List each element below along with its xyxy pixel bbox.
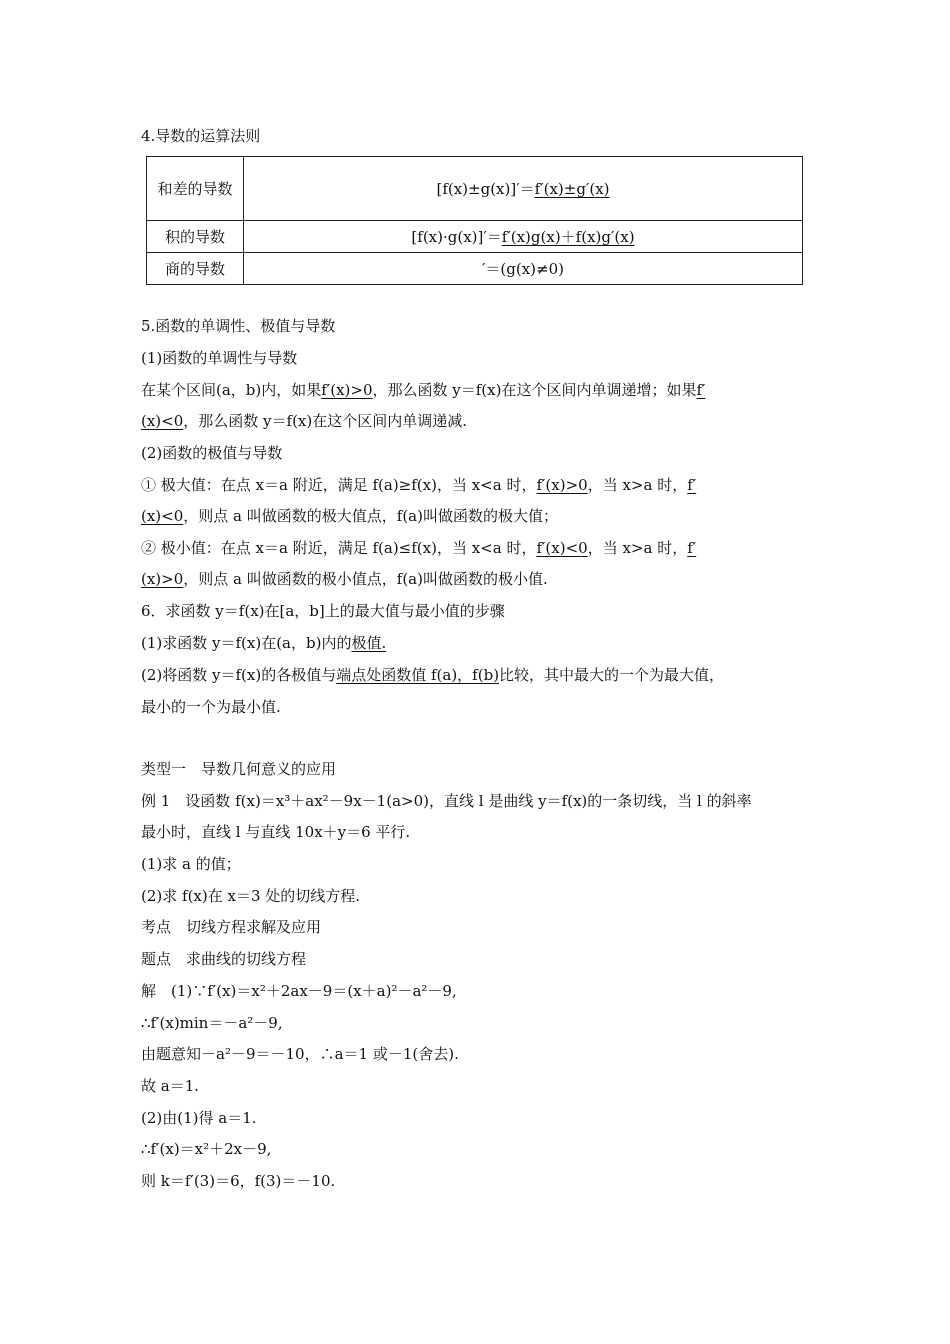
solution-line-2: ∴f′(x)min＝－a²－9, bbox=[141, 1014, 283, 1032]
solution-line-3: 由题意知－a²－9＝－10，∴a＝1 或－1(舍去). bbox=[141, 1045, 459, 1063]
blank-answer: f′(x)>0 bbox=[536, 476, 588, 494]
rule-answer: f′(x)g(x)＋f(x)g′(x) bbox=[501, 228, 635, 246]
table-row bbox=[147, 253, 803, 285]
rule-formula: [f(x)±g(x)]′＝ bbox=[436, 180, 535, 198]
text: (2)将函数 y＝f(x)的各极值与 bbox=[141, 666, 337, 684]
rule-formula: [f(x)·g(x)]′＝ bbox=[411, 228, 502, 246]
example-1-line-1: 例 1 设函数 f(x)＝x³＋ax²－9x－1(a>0)，直线 l 是曲线 y＝f(x)的一条切线，当 l 的斜率 bbox=[141, 792, 752, 810]
section-5-title: 5.函数的单调性、极值与导数 bbox=[141, 317, 336, 335]
text: ，那么函数 y＝f(x)在这个区间内单调递减. bbox=[183, 412, 468, 430]
rule-answer: f′(x)±g′(x) bbox=[534, 180, 610, 198]
monotonic-line-1 bbox=[141, 380, 813, 400]
step-2-line-2: 最小的一个为最小值. bbox=[141, 698, 281, 716]
text: ，当 x>a 时， bbox=[587, 476, 688, 494]
table-row bbox=[147, 157, 803, 221]
rule-formula-cell bbox=[244, 157, 803, 221]
solution-line-7: 则 k＝f′(3)＝6，f(3)＝－10. bbox=[141, 1172, 336, 1190]
text: 在某个区间(a，b)内，如果 bbox=[141, 381, 322, 399]
section-5-2-title: (2)函数的极值与导数 bbox=[141, 444, 283, 462]
tidian-label: 题点 求曲线的切线方程 bbox=[141, 950, 307, 968]
solution-line-5: (2)由(1)得 a＝1. bbox=[141, 1109, 257, 1127]
text: (1)求函数 y＝f(x)在(a，b)内的 bbox=[141, 634, 352, 652]
blank-answer: (x)<0 bbox=[141, 412, 184, 430]
minimum-line-2 bbox=[141, 569, 813, 589]
blank-answer: 极值. bbox=[351, 634, 387, 652]
rule-formula-cell bbox=[244, 221, 803, 253]
step-1 bbox=[141, 633, 813, 653]
rule-name-cell bbox=[147, 157, 244, 221]
text: ② 极小值：在点 x＝a 附近，满足 f(a)≤f(x)，当 x<a 时， bbox=[141, 539, 537, 557]
section-6-title: 6．求函数 y＝f(x)在[a，b]上的最大值与最小值的步骤 bbox=[141, 602, 505, 620]
rule-name: 和差的导数 bbox=[157, 179, 233, 198]
blank-answer: f′(x)<0 bbox=[536, 539, 588, 557]
section-5-1-title: (1)函数的单调性与导数 bbox=[141, 349, 298, 367]
minimum-line-1 bbox=[141, 538, 813, 558]
maximum-line-2 bbox=[141, 506, 813, 526]
text: ，当 x>a 时， bbox=[587, 539, 688, 557]
example-1-line-2: 最小时，直线 l 与直线 10x＋y＝6 平行. bbox=[141, 823, 411, 841]
rule-name: 商的导数 bbox=[164, 259, 225, 278]
kaodian-label: 考点 切线方程求解及应用 bbox=[141, 918, 322, 936]
blank-answer: f′ bbox=[696, 381, 706, 399]
maximum-line-1 bbox=[141, 475, 813, 495]
section-4-title: 4.导数的运算法则 bbox=[141, 127, 261, 145]
rule-formula-cell bbox=[244, 253, 803, 285]
solution-line-1: 解 (1)∵f′(x)＝x²＋2ax－9＝(x＋a)²－a²－9, bbox=[141, 982, 457, 1000]
text: ，则点 a 叫做函数的极大值点，f(a)叫做函数的极大值； bbox=[183, 507, 558, 525]
rule-name: 积的导数 bbox=[164, 227, 225, 246]
step-2-line-1 bbox=[141, 665, 813, 685]
text: 比较，其中最大的一个为最大值， bbox=[499, 666, 725, 684]
derivative-rules-table bbox=[146, 156, 803, 285]
text: ，那么函数 y＝f(x)在这个区间内单调递增；如果 bbox=[372, 381, 697, 399]
question-1: (1)求 a 的值； bbox=[141, 855, 241, 873]
blank-answer: f′ bbox=[687, 476, 697, 494]
blank-answer: (x)>0 bbox=[141, 570, 184, 588]
solution-line-6: ∴f′(x)＝x²＋2x－9, bbox=[141, 1140, 272, 1158]
type-1-title: 类型一 导数几何意义的应用 bbox=[141, 760, 337, 778]
table-row bbox=[147, 221, 803, 253]
question-2: (2)求 f(x)在 x＝3 处的切线方程. bbox=[141, 887, 361, 905]
rule-name-cell bbox=[147, 221, 244, 253]
blank-answer: (x)<0 bbox=[141, 507, 184, 525]
rule-formula: ′＝(g(x)≠0) bbox=[482, 260, 564, 278]
text: ① 极大值：在点 x＝a 附近，满足 f(a)≥f(x)，当 x<a 时， bbox=[141, 476, 537, 494]
text: ，则点 a 叫做函数的极小值点，f(a)叫做函数的极小值. bbox=[183, 570, 548, 588]
blank-answer: f′ bbox=[687, 539, 697, 557]
blank-answer: 端点处函数值 f(a)，f(b) bbox=[336, 666, 500, 684]
solution-line-4: 故 a＝1. bbox=[141, 1077, 200, 1095]
rule-name-cell bbox=[147, 253, 244, 285]
blank-answer: f′(x)>0 bbox=[321, 381, 373, 399]
monotonic-line-2 bbox=[141, 411, 813, 431]
